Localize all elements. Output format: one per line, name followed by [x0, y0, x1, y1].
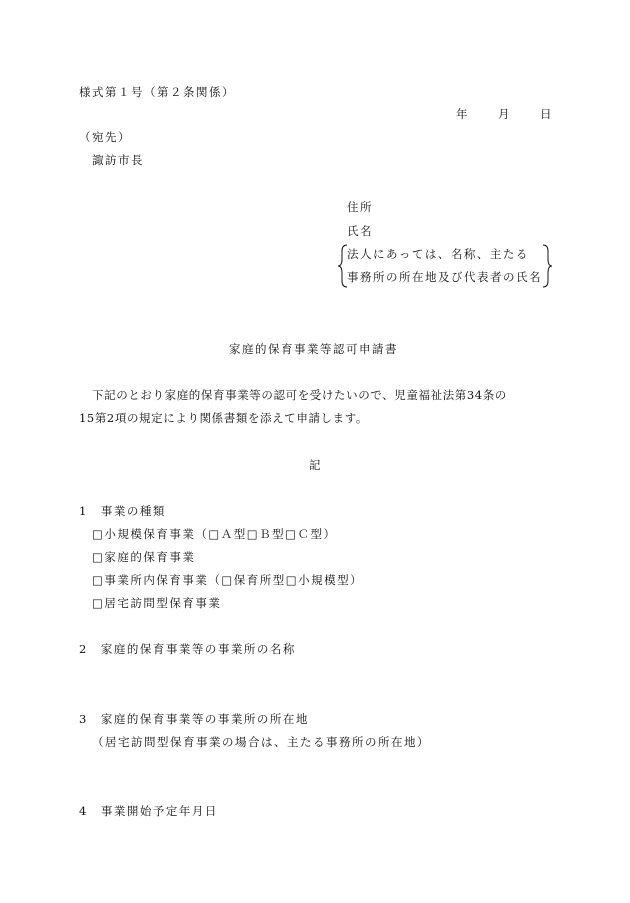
body-line2: 15第2項の規定により関係書類を添えて申請します。	[79, 411, 369, 425]
form-number: 様式第１号（第２条関係）	[79, 85, 235, 99]
body-line1: 下記のとおり家庭的保育事業等の認可を受けたいので、児童福祉法第34条の	[92, 388, 507, 402]
section-1-heading: 1 事業の種類	[79, 504, 166, 518]
date-month: 月	[498, 107, 510, 121]
ki-heading: 記	[309, 458, 321, 472]
corporate-note-line1: 法人にあっては、名称、主たる	[347, 247, 529, 261]
date-year: 年	[456, 107, 468, 121]
section-3-note: （居宅訪問型保育事業の場合は、主たる事務所の所在地）	[92, 735, 430, 749]
option-home-visit: □居宅訪問型保育事業	[92, 596, 222, 610]
corporate-note-line2: 事務所の所在地及び代表者の氏名	[347, 270, 542, 284]
date-day: 日	[540, 107, 552, 121]
addressee-name: 諏訪市長	[92, 153, 144, 167]
document-title: 家庭的保育事業等認可申請書	[229, 342, 398, 356]
section-3-heading: 3 家庭的保育事業等の事業所の所在地	[79, 712, 309, 726]
option-small-scale: □小規模保育事業（□Ａ型□Ｂ型□Ｃ型）	[92, 527, 337, 541]
section-2-heading: 2 家庭的保育事業等の事業所の名称	[79, 642, 296, 656]
option-home-based: □家庭的保育事業	[92, 550, 196, 564]
addressee-label: （宛先）	[79, 130, 131, 144]
section-4-heading: 4 事業開始予定年月日	[79, 804, 218, 818]
option-workplace: □事業所内保育事業（□保育所型□小規模型）	[92, 573, 364, 587]
applicant-address-label: 住所	[347, 200, 373, 214]
applicant-name-label: 氏名	[347, 224, 373, 238]
